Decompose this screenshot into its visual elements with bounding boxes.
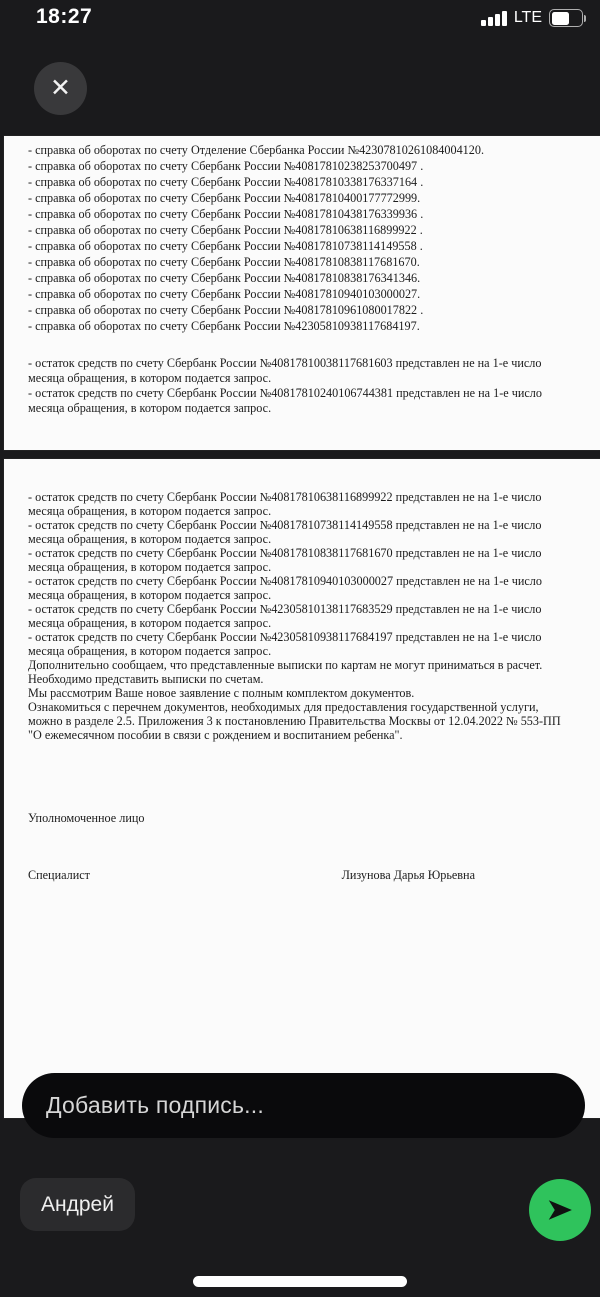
- battery-icon: [549, 9, 586, 27]
- document-text-line: - справка об оборотах по счету Сбербанк России №40817810940103000027.: [28, 287, 421, 301]
- document-text-line: - остаток средств по счету Сбербанк России №40817810738114149558 представлен не на 1-е число: [28, 518, 542, 532]
- document-text-line: можно в разделе 2.5. Приложения 3 к постановлению Правительства Москвы от 12.04.2022 № 553-ПП: [28, 714, 561, 728]
- caption-input[interactable]: [22, 1073, 585, 1138]
- document-text-line: месяца обращения, в котором подается запрос.: [28, 532, 272, 546]
- turnover-statements-list: [28, 142, 528, 334]
- close-button[interactable]: [34, 62, 87, 115]
- document-text-line: - справка об оборотах по счету Сбербанк России №40817810338176337164 .: [28, 175, 424, 189]
- document-text-line: месяца обращения, в котором подается запрос.: [28, 371, 272, 385]
- authorized-person-label: Уполномоченное лицо: [28, 811, 145, 825]
- recipient-chip[interactable]: [20, 1178, 135, 1231]
- paper-plane-icon: [545, 1195, 575, 1225]
- document-text-line: - справка об оборотах по счету Сбербанк России №40817810838176341346.: [28, 271, 421, 285]
- document-text-line: - справка об оборотах по счету Сбербанк России №40817810400177772999.: [28, 191, 421, 205]
- send-button[interactable]: [529, 1179, 591, 1241]
- status-icons: [481, 9, 586, 27]
- document-text-line: - справка об оборотах по счету Сбербанк России №40817810438176339936 .: [28, 207, 424, 221]
- document-text-line: - остаток средств по счету Сбербанк России №40817810638116899922 представлен не на 1-е число: [28, 490, 542, 504]
- caption-placeholder: Добавить подпись...: [46, 1092, 264, 1118]
- specialist-signature-row: [28, 868, 475, 883]
- document-text-line: месяца обращения, в котором подается запрос.: [28, 504, 272, 518]
- document-text-line: месяца обращения, в котором подается запрос.: [28, 644, 272, 658]
- document-text-line: - остаток средств по счету Сбербанк России №42305810138117683529 представлен не на 1-е число: [28, 602, 542, 616]
- document-text-line: месяца обращения, в котором подается запрос.: [28, 560, 272, 574]
- document-text-line: месяца обращения, в котором подается запрос.: [28, 616, 272, 630]
- document-text-line: месяца обращения, в котором подается запрос.: [28, 588, 272, 602]
- document-text-line: - остаток средств по счету Сбербанк России №40817810038117681603 представлен не на 1-е число: [28, 356, 542, 370]
- status-bar: [0, 0, 600, 44]
- home-indicator[interactable]: [193, 1276, 407, 1287]
- document-text-line: Ознакомиться с перечнем документов, необходимых для предоставления государственной услуги,: [28, 700, 539, 714]
- document-text-line: - остаток средств по счету Сбербанк России №40817810940103000027 представлен не на 1-е число: [28, 574, 542, 588]
- document-text-line: - справка об оборотах по счету Отделение Сбербанка России №42307810261084004120.: [28, 143, 484, 157]
- document-text-line: "О ежемесячном пособии в связи с рождением и воспитанием ребенка".: [28, 728, 403, 742]
- document-text-line: месяца обращения, в котором подается запрос.: [28, 401, 272, 415]
- document-text-line: - справка об оборотах по счету Сбербанк России №42305810938117684197.: [28, 319, 420, 333]
- status-time: 18:27: [36, 5, 93, 28]
- document-page-2[interactable]: [4, 459, 600, 1118]
- recipient-name: Андрей: [41, 1192, 114, 1216]
- document-text-line: - справка об оборотах по счету Сбербанк России №40817810838117681670.: [28, 255, 420, 269]
- specialist-label: Специалист: [28, 868, 90, 882]
- document-text-line: - остаток средств по счету Сбербанк России №40817810838117681670 представлен не на 1-е число: [28, 546, 542, 560]
- document-text-line: - справка об оборотах по счету Сбербанк России №40817810638116899922 .: [28, 223, 423, 237]
- document-page-1[interactable]: [4, 136, 600, 450]
- document-text-line: Мы рассмотрим Ваше новое заявление с полным комплектом документов.: [28, 686, 415, 700]
- network-type-label: LTE: [513, 9, 542, 26]
- document-text-line: - остаток средств по счету Сбербанк России №42305810938117684197 представлен не на 1-е число: [28, 630, 542, 644]
- document-text-line: - справка об оборотах по счету Сбербанк России №40817810961080017822 .: [28, 303, 424, 317]
- close-icon: ✕: [50, 74, 71, 102]
- balance-remarks-and-notes: [28, 490, 561, 742]
- balance-remarks-paragraph: [28, 356, 542, 416]
- specialist-name: Лизунова Дарья Юрьевна: [341, 868, 475, 882]
- document-text-line: - остаток средств по счету Сбербанк России №40817810240106744381 представлен не на 1-е число: [28, 386, 542, 400]
- document-text-line: Дополнительно сообщаем, что представленные выписки по картам не могут приниматься в расчет.: [28, 658, 543, 672]
- document-text-line: Необходимо представить выписки по счетам.: [28, 672, 264, 686]
- signal-strength-icon: [481, 11, 507, 26]
- document-text-line: - справка об оборотах по счету Сбербанк России №40817810238253700497 .: [28, 159, 424, 173]
- document-text-line: - справка об оборотах по счету Сбербанк России №40817810738114149558 .: [28, 239, 423, 253]
